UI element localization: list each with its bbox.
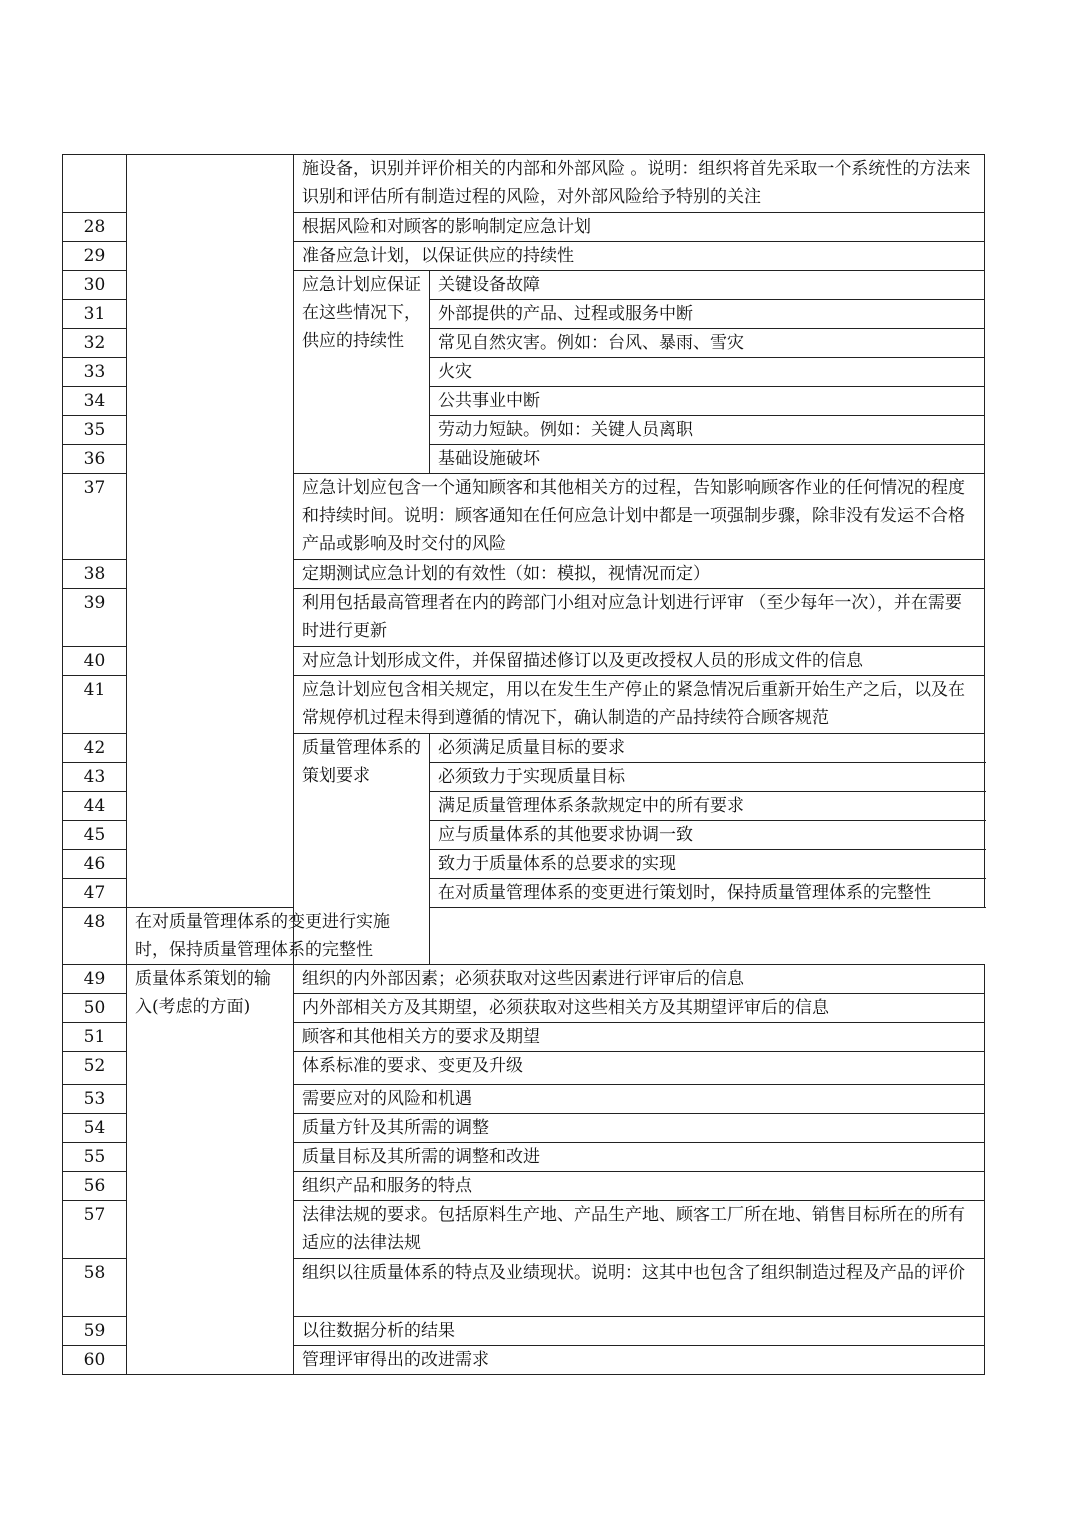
row-number: 51 <box>63 1023 127 1052</box>
requirement-text: 应急计划应包含相关规定，用以在发生生产停止的紧急情况后重新开始生产之后，以及在常规停机过程未得到遵循的情况下，确认制造的产品持续符合顾客规范 <box>294 676 985 734</box>
contingency-condition-group: 应急计划应保证在这些情况下，供应的持续性 <box>294 271 430 474</box>
requirement-text: 满足质量管理体系条款规定中的所有要求 <box>430 792 985 821</box>
table-row <box>63 908 985 965</box>
requirement-text: 外部提供的产品、过程或服务中断 <box>430 300 985 329</box>
requirement-text: 致力于质量体系的总要求的实现 <box>430 850 985 879</box>
requirement-text: 体系标准的要求、变更及升级 <box>294 1052 985 1085</box>
row-number: 34 <box>63 387 127 416</box>
row-number: 28 <box>63 213 127 242</box>
table-row <box>63 155 985 213</box>
row-number: 41 <box>63 676 127 734</box>
category-cell <box>127 155 294 908</box>
row-number: 39 <box>63 589 127 647</box>
row-number: 42 <box>63 734 127 763</box>
row-number: 46 <box>63 850 127 879</box>
row-number: 55 <box>63 1143 127 1172</box>
row-number: 53 <box>63 1085 127 1114</box>
table-row <box>63 965 985 994</box>
row-number: 40 <box>63 647 127 676</box>
requirement-text: 必须致力于实现质量目标 <box>430 763 985 792</box>
requirement-text: 法律法规的要求。包括原料生产地、产品生产地、顾客工厂所在地、销售目标所在的所有适应的法律法规 <box>294 1201 985 1259</box>
requirement-text: 劳动力短缺。例如：关键人员离职 <box>430 416 985 445</box>
requirement-text: 常见自然灾害。例如：台风、暴雨、雪灾 <box>430 329 985 358</box>
requirement-text: 需要应对的风险和机遇 <box>294 1085 985 1114</box>
row-number: 47 <box>63 879 127 908</box>
row-number <box>63 155 127 213</box>
requirement-text: 组织的内外部因素；必须获取对这些因素进行评审后的信息 <box>294 965 985 994</box>
requirement-text: 定期测试应急计划的有效性（如：模拟，视情况而定） <box>294 560 985 589</box>
requirement-text: 在对质量管理体系的变更进行策划时，保持质量管理体系的完整性 <box>430 879 985 908</box>
row-number: 56 <box>63 1172 127 1201</box>
category-cell: 质量体系策划的输入(考虑的方面) <box>127 965 294 1375</box>
row-number: 35 <box>63 416 127 445</box>
row-number: 37 <box>63 474 127 560</box>
requirement-text: 内外部相关方及其期望，必须获取对这些相关方及其期望评审后的信息 <box>294 994 985 1023</box>
row-number: 36 <box>63 445 127 474</box>
requirement-text: 应与质量体系的其他要求协调一致 <box>430 821 985 850</box>
row-number: 38 <box>63 560 127 589</box>
requirement-text: 以往数据分析的结果 <box>294 1317 985 1346</box>
row-number: 31 <box>63 300 127 329</box>
requirement-text: 火灾 <box>430 358 985 387</box>
requirement-text: 根据风险和对顾客的影响制定应急计划 <box>294 213 985 242</box>
row-number: 29 <box>63 242 127 271</box>
requirement-text: 基础设施破坏 <box>430 445 985 474</box>
row-number: 49 <box>63 965 127 994</box>
row-number: 45 <box>63 821 127 850</box>
row-number: 60 <box>63 1346 127 1375</box>
row-number: 44 <box>63 792 127 821</box>
requirement-text: 准备应急计划，以保证供应的持续性 <box>294 242 985 271</box>
requirement-text: 管理评审得出的改进需求 <box>294 1346 985 1375</box>
requirement-text: 施设备，识别并评价相关的内部和外部风险 。说明：组织将首先采取一个系统性的方法来识别和评估所有制造过程的风险，对外部风险给予特别的关注 <box>294 155 985 213</box>
requirement-text: 顾客和其他相关方的要求及期望 <box>294 1023 985 1052</box>
requirement-text: 组织产品和服务的特点 <box>294 1172 985 1201</box>
row-number: 54 <box>63 1114 127 1143</box>
row-number: 30 <box>63 271 127 300</box>
row-number: 52 <box>63 1052 127 1085</box>
requirement-text: 在对质量管理体系的变更进行实施时，保持质量管理体系的完整性 <box>127 908 430 965</box>
row-number: 32 <box>63 329 127 358</box>
requirement-text: 质量方针及其所需的调整 <box>294 1114 985 1143</box>
row-number: 43 <box>63 763 127 792</box>
row-number: 50 <box>63 994 127 1023</box>
requirement-text: 公共事业中断 <box>430 387 985 416</box>
row-number: 58 <box>63 1259 127 1317</box>
requirements-table <box>62 154 985 1375</box>
requirement-text: 关键设备故障 <box>430 271 985 300</box>
row-number: 59 <box>63 1317 127 1346</box>
category-cell: 质量管理体系的策划要求 <box>294 734 430 965</box>
row-number: 33 <box>63 358 127 387</box>
requirement-text: 必须满足质量目标的要求 <box>430 734 985 763</box>
requirement-text: 对应急计划形成文件，并保留描述修订以及更改授权人员的形成文件的信息 <box>294 647 985 676</box>
row-number: 57 <box>63 1201 127 1259</box>
requirement-text: 组织以往质量体系的特点及业绩现状。说明：这其中也包含了组织制造过程及产品的评价 <box>294 1259 985 1317</box>
row-number: 48 <box>63 908 127 965</box>
requirement-text: 利用包括最高管理者在内的跨部门小组对应急计划进行评审 （至少每年一次），并在需要时进行更新 <box>294 589 985 647</box>
requirement-text: 质量目标及其所需的调整和改进 <box>294 1143 985 1172</box>
requirement-text: 应急计划应包含一个通知顾客和其他相关方的过程，告知影响顾客作业的任何情况的程度和持续时间。说明：顾客通知在任何应急计划中都是一项强制步骤，除非没有发运不合格产品或影响及时交付的风险 <box>294 474 985 560</box>
